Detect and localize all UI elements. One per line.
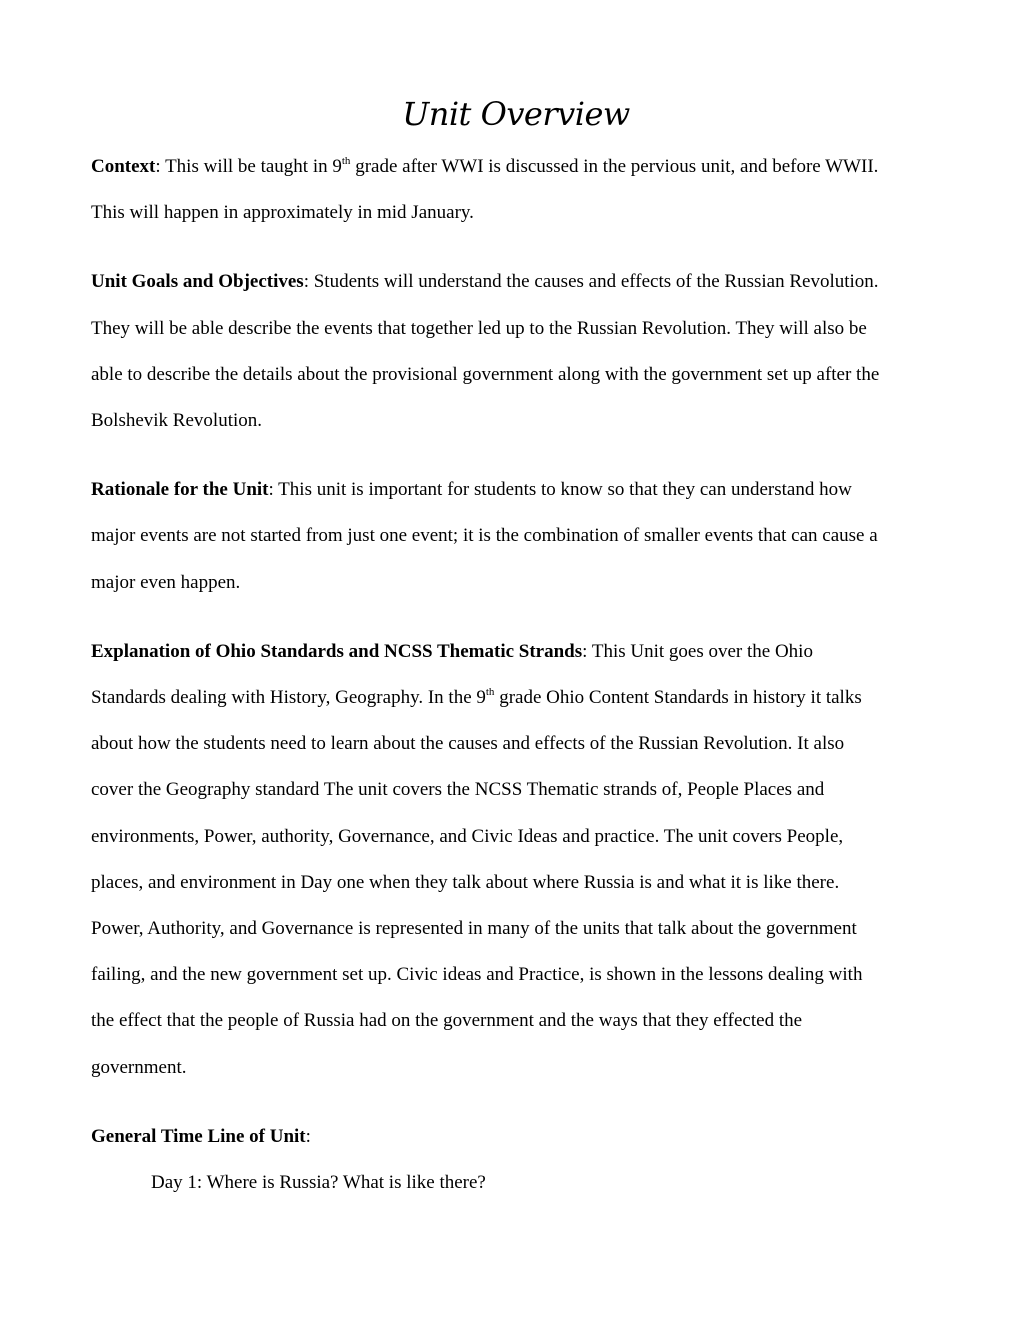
standards-line-8: failing, and the new government set up. Civic ideas and Practice, is shown in the lessons dealing with — [91, 964, 863, 986]
document-page — [91, 88, 941, 1229]
rationale-text: : This unit is important for students to know so that they can understand how — [268, 479, 852, 501]
standards-line-5: environments, Power, authority, Governance, and Civic Ideas and practice. The unit covers People, — [91, 825, 844, 847]
standards-line-6: places, and environment in Day one when they talk about where Russia is and what it is like there. — [91, 871, 840, 893]
context-line-1 — [91, 144, 941, 190]
goals-line-3: able to describe the details about the provisional government along with the government set up after the — [91, 363, 880, 385]
rationale-heading: Rationale for the Unit — [91, 479, 269, 501]
goals-text: : Students will understand the causes and effects of the Russian Revolution. — [303, 271, 879, 293]
rationale-line-1 — [91, 467, 941, 513]
goals-line-2: They will be able describe the events that together led up to the Russian Revolution. They will also be — [91, 317, 867, 339]
goals-line-4: Bolshevik Revolution. — [91, 410, 262, 432]
context-text: grade after WWI is discussed in the pervious unit, and before WWII. — [350, 156, 879, 177]
standards-line-7: Power, Authority, and Governance is represented in many of the units that talk about the government — [91, 918, 857, 940]
standards-line-9: the effect that the people of Russia had on the government and the ways that they effected the — [91, 1010, 803, 1032]
goals-heading: Unit Goals and Objectives — [91, 271, 304, 293]
superscript: th — [341, 155, 351, 167]
standards-section — [91, 629, 941, 1091]
standards-heading: Explanation of Ohio Standards and NCSS Thematic Strands — [91, 640, 583, 662]
rationale-line-2: major events are not started from just one event; it is the combination of smaller events that can cause a — [91, 525, 878, 547]
context-line-2: This will happen in approximately in mid January. — [91, 202, 474, 224]
goals-line-1 — [91, 259, 941, 305]
page-title: Unit Overview — [402, 95, 630, 133]
context-heading: Context — [91, 156, 156, 177]
standards-line-1 — [91, 629, 941, 675]
context-section — [91, 144, 941, 236]
timeline-colon: : — [305, 1125, 311, 1147]
timeline-heading: General Time Line of Unit — [91, 1125, 306, 1147]
superscript: th — [485, 686, 495, 699]
standards-text: grade Ohio Content Standards in history it talks — [494, 687, 862, 709]
standards-text: : This Unit goes over the Ohio — [582, 640, 813, 662]
standards-line-3: about how the students need to learn about the causes and effects of the Russian Revolution. It also — [91, 733, 845, 755]
goals-section — [91, 259, 941, 444]
timeline-day-1: Day 1: Where is Russia? What is like there? — [151, 1172, 486, 1194]
rationale-line-3: major even happen. — [91, 571, 241, 593]
standards-line-4: cover the Geography standard The unit covers the NCSS Thematic strands of, People Places and — [91, 779, 825, 801]
context-text: : This will be taught in 9 — [155, 156, 342, 177]
standards-line-10: government. — [91, 1056, 187, 1078]
standards-text: Standards dealing with History, Geography. In the 9 — [91, 687, 486, 709]
timeline-section — [91, 1114, 941, 1206]
rationale-section — [91, 467, 941, 606]
standards-line-2 — [91, 675, 941, 721]
timeline-heading-line — [91, 1114, 941, 1160]
